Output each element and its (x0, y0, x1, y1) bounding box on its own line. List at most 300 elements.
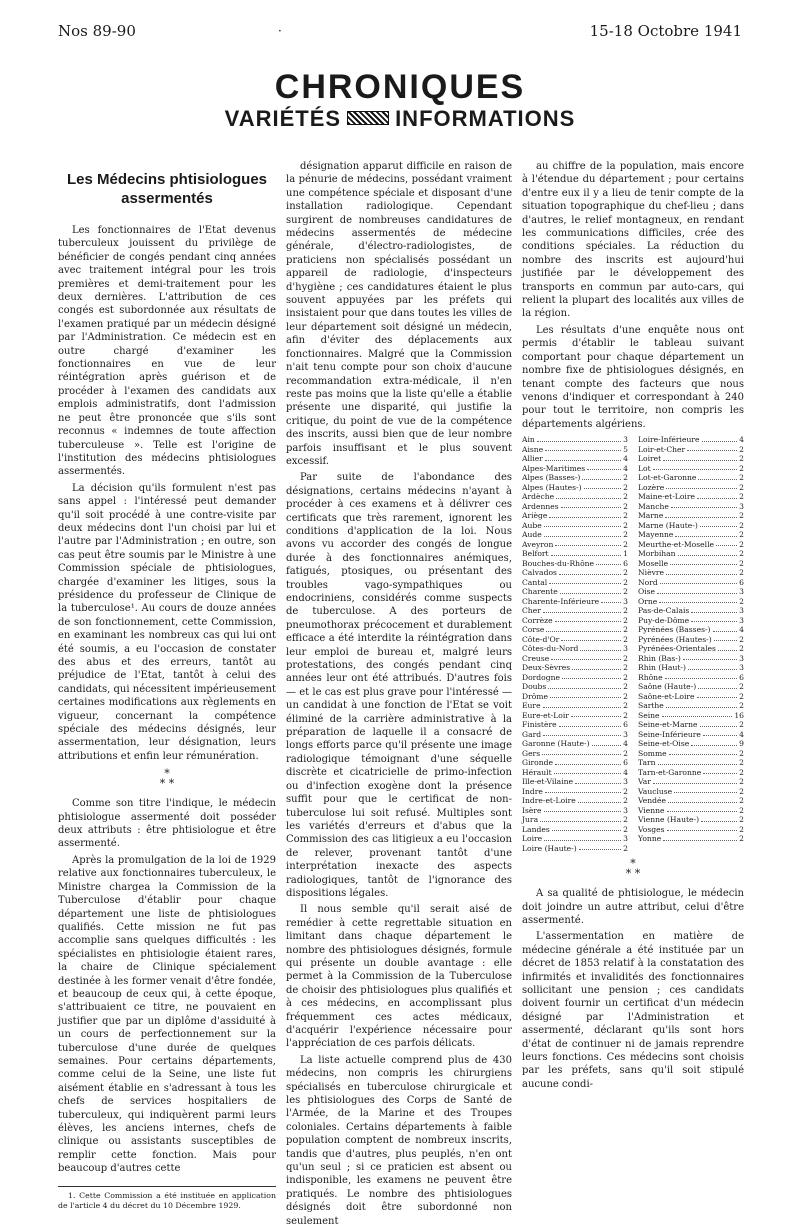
department-count: 3 (739, 606, 744, 616)
ornament-icon (347, 111, 389, 125)
leader-dots (702, 435, 738, 442)
department-row (522, 777, 628, 787)
paragraph: L'assermentation en matière de médecine générale a été instituée par un décret de 1853 relatif à la constatation des infirmités et invalidités des fonctionnaires sollicitant une pension ; ces candidats doivent fournir un certificat d'un médecin désigné par l'Administration et assermenté, déclarant qu'ils sont hors d'état de continuer ni de jamais reprendre leurs fonctions. Ces médecins sont choisis par les préfets, sans qu'il soit stipulé aucune condi- (522, 931, 744, 1090)
issue-date: 15-18 Octobre 1941 (589, 22, 742, 40)
department-name: Lot (638, 463, 651, 473)
department-row (522, 540, 628, 550)
department-row (638, 777, 744, 787)
department-count: 3 (739, 587, 744, 597)
leader-dots (660, 578, 737, 585)
leader-dots (546, 625, 621, 632)
department-count: 2 (739, 549, 744, 559)
department-name: Loir-et-Cher (638, 444, 686, 454)
department-name: Belfort (522, 549, 549, 559)
department-name: Tarn (638, 758, 656, 768)
leader-dots (663, 834, 737, 841)
department-name: Deux-Sèvres (522, 663, 571, 673)
department-count: 4 (739, 435, 744, 445)
department-name: Eure-et-Loir (522, 710, 569, 720)
department-row (522, 435, 628, 445)
department-row (638, 673, 744, 683)
department-count: 2 (739, 454, 744, 464)
department-count: 9 (739, 739, 744, 749)
department-count: 2 (739, 511, 744, 521)
department-name: Gard (522, 729, 542, 739)
department-row (638, 825, 744, 835)
department-row (522, 568, 628, 578)
department-name: Corse (522, 625, 545, 635)
department-row (522, 720, 628, 730)
department-list-right (638, 435, 744, 853)
department-row (522, 502, 628, 512)
department-count: 2 (623, 615, 628, 625)
leader-dots (543, 606, 621, 613)
department-name: Tarn-et-Garonne (638, 767, 702, 777)
leader-dots (667, 806, 738, 813)
department-name: Loiret (638, 454, 662, 464)
department-row (638, 787, 744, 797)
department-name: Aisne (522, 444, 544, 454)
leader-dots (703, 730, 737, 737)
department-count: 16 (734, 710, 744, 720)
department-count: 2 (739, 520, 744, 530)
department-name: Alpes-Maritimes (522, 463, 586, 473)
department-name: Vaucluse (638, 786, 673, 796)
department-name: Pyrénées (Basses-) (638, 625, 711, 635)
department-name: Vendée (638, 796, 667, 806)
department-row (638, 530, 744, 540)
department-name: Ariège (522, 511, 548, 521)
leader-dots (698, 682, 737, 689)
leader-dots (653, 777, 737, 784)
leader-dots (688, 663, 737, 670)
leader-dots (592, 739, 622, 746)
department-name: Vienne (Haute-) (638, 815, 700, 825)
col1-body (58, 224, 276, 763)
department-count: 2 (739, 482, 744, 492)
paragraph: La décision qu'ils formulent n'est pas sans appel : l'intéressé peut demander qu'il soit procédé à une contre-visite par deux médecins dont l'un choisi par lui et l'autre par l'Administration ; en outre, son cas peut être soumis par le Ministre à une Commission spéciale de phtisiologues, chargée d'examiner les litiges, sous la présidence du professeur de Clinique de la tuberculose¹. Au cours de douze années de son fonctionnement, cette Commission, en examinant les nombreux cas qui lui ont été soumis, a eu l'occasion de constater des abus et des erreurs, tantôt au préjudice de l'Etat, tantôt à celui des candidats, qui nécessitent impérieusement certaines modifications aux règlements en vigueur, concernant la compétence spéciale des médecins désignés, leur assermentation, leur désignation, leurs attributions et enfin leur rémunération. (58, 482, 276, 762)
department-count: 2 (623, 625, 628, 635)
department-row (638, 616, 744, 626)
department-row (638, 692, 744, 702)
leader-dots (548, 682, 621, 689)
department-count: 2 (623, 663, 628, 673)
paragraph: au chiffre de la population, mais encore à l'étendue du département ; pour certains d'entre eux il y a lieu de tenir compte de la situation topographique du chef-lieu ; dans d'autres, le relief montagneux, en rendant les communications difficiles, crée des conditions spéciales. La réduction du nombre des inscrits est aujourd'hui justifiée par le développement des transports en commun par auto-cars, qui relient la plupart des localités aux villes de la région. (522, 161, 744, 320)
department-count: 2 (623, 482, 628, 492)
leader-dots (700, 521, 737, 528)
leader-dots (687, 445, 737, 452)
department-row (638, 483, 744, 493)
footnote: 1. Cette Commission a été instituée en application de l'article 4 du décret du 10 Décembre 1929. (58, 1190, 276, 1210)
department-name: Pyrénées (Hautes-) (638, 634, 712, 644)
department-row (638, 559, 744, 569)
department-row (522, 445, 628, 455)
department-count: 4 (623, 739, 628, 749)
leader-dots (545, 454, 621, 461)
department-name: Loire-Inférieure (638, 435, 700, 445)
leader-dots (703, 768, 737, 775)
leader-dots (555, 540, 621, 547)
department-row (522, 730, 628, 740)
department-name: Lot-et-Garonne (638, 473, 697, 483)
department-count: 2 (623, 824, 628, 834)
department-name: Seine-et-Marne (638, 720, 698, 730)
department-count: 2 (739, 777, 744, 787)
department-name: Hérault (522, 767, 552, 777)
leader-dots (543, 730, 621, 737)
department-count: 2 (623, 672, 628, 682)
department-row (522, 806, 628, 816)
leader-dots (582, 473, 621, 480)
department-name: Calvados (522, 568, 557, 578)
section-stars: * * * (625, 857, 641, 881)
leader-dots (666, 568, 737, 575)
department-name: Indre-et-Loire (522, 796, 576, 806)
department-row (522, 834, 628, 844)
department-count: 3 (623, 777, 628, 787)
department-count: 5 (623, 444, 628, 454)
department-name: Bouches-du-Rhône (522, 558, 595, 568)
department-row (522, 796, 628, 806)
department-name: Finistère (522, 720, 557, 730)
department-name: Gers (522, 748, 541, 758)
department-count: 2 (623, 606, 628, 616)
department-row (638, 587, 744, 597)
department-row (522, 701, 628, 711)
department-count: 2 (739, 634, 744, 644)
department-name: Creuse (522, 653, 550, 663)
leader-dots (691, 616, 737, 623)
department-count: 2 (739, 815, 744, 825)
department-name: Alpes (Hautes-) (522, 482, 582, 492)
department-name: Corrèze (522, 615, 553, 625)
leader-dots (713, 625, 738, 632)
leader-dots (554, 768, 622, 775)
department-name: Ain (522, 435, 535, 445)
section-stars: * * * (159, 767, 175, 791)
leader-dots (665, 511, 737, 518)
department-row (638, 578, 744, 588)
leader-dots (691, 739, 737, 746)
department-count: 2 (623, 691, 628, 701)
department-count: 6 (623, 758, 628, 768)
paragraph: A sa qualité de phtisiologue, le médecin doit joindre un autre attribut, celui d'être assermenté. (522, 888, 744, 926)
leader-dots (544, 530, 621, 537)
department-count: 2 (623, 501, 628, 511)
leader-dots (697, 492, 737, 499)
department-row (638, 806, 744, 816)
article-title: Les Médecins phtisiologues assermentés (66, 171, 268, 207)
leader-dots (671, 502, 737, 509)
department-name: Seine-Inférieure (638, 729, 701, 739)
department-count: 2 (739, 834, 744, 844)
department-row (522, 597, 628, 607)
leader-dots (544, 834, 621, 841)
department-count: 2 (623, 710, 628, 720)
column-3 (522, 160, 744, 1094)
department-row (638, 711, 744, 721)
department-row (638, 663, 744, 673)
department-row (638, 739, 744, 749)
leader-dots (701, 815, 737, 822)
department-row (522, 692, 628, 702)
department-count: 3 (623, 596, 628, 606)
department-name: Somme (638, 748, 667, 758)
leader-dots (718, 644, 737, 651)
department-name: Dordogne (522, 672, 560, 682)
department-row (638, 635, 744, 645)
department-name: Sarthe (638, 701, 664, 711)
department-list-left (522, 435, 628, 853)
leader-dots (572, 663, 621, 670)
department-count: 6 (623, 720, 628, 730)
department-name: Vosges (638, 824, 665, 834)
department-row (522, 673, 628, 683)
department-row (638, 682, 744, 692)
department-name: Nord (638, 577, 658, 587)
leader-dots (716, 540, 737, 547)
department-count: 6 (739, 672, 744, 682)
department-row (638, 815, 744, 825)
department-row (638, 749, 744, 759)
paragraph: Après la promulgation de la loi de 1929 relative aux fonctionnaires tuberculeux, le Ministre chargea la Commission de la Tuberculose d'établir pour chaque département une liste de phtisiologues qualifiés. Cette mission ne fut pas accomplie sans quelques difficultés : les spécialistes en phtisiologie étaient rares, la chaire de Clinique spécialement destinée à les former venait d'être fondée, et beaucoup de ceux qui, à cette époque, s'attribuaient ce titre, ne pouvaient en justifier que par un diplôme d'assiduité à un cours de perfectionnement sur la tuberculose d'une durée de quelques semaines. Pour certains départements, comme celui de la Seine, une liste fut aisément établie en s'adressant à tous les chefs de services hospitaliers de tuberculeux, qui indiquèrent parmi leurs élèves, les anciens internes, chefs de clinique ou assistants susceptibles de remplir cette fonction. Mais pour beaucoup d'autres cette (58, 854, 276, 1175)
leader-dots (545, 787, 621, 794)
masthead-sub-right: INFORMATIONS (395, 106, 576, 131)
department-row (522, 625, 628, 635)
department-count: 2 (623, 539, 628, 549)
department-name: Cher (522, 606, 541, 616)
department-row (638, 521, 744, 531)
leader-dots (543, 701, 622, 708)
leader-dots (657, 587, 737, 594)
department-count: 2 (739, 720, 744, 730)
column-2 (286, 160, 512, 1231)
department-name: Yonne (638, 834, 662, 844)
department-count: 2 (623, 634, 628, 644)
department-count: 2 (739, 748, 744, 758)
department-row (522, 768, 628, 778)
department-name: Saône (Haute-) (638, 682, 697, 692)
department-name: Rhin (Haut-) (638, 663, 686, 673)
department-name: Charente-Inférieure (522, 596, 600, 606)
leader-dots (653, 464, 737, 471)
department-row (638, 597, 744, 607)
department-count: 3 (623, 834, 628, 844)
department-count: 2 (623, 520, 628, 530)
department-row (522, 616, 628, 626)
department-name: Marne (Haute-) (638, 520, 698, 530)
department-row (638, 644, 744, 654)
department-row (638, 445, 744, 455)
column-1 (58, 160, 276, 1214)
department-count: 2 (623, 796, 628, 806)
department-row (522, 825, 628, 835)
leader-dots (675, 530, 737, 537)
leader-dots (559, 720, 622, 727)
leader-dots (666, 701, 737, 708)
leader-dots (544, 521, 621, 528)
department-row (638, 454, 744, 464)
department-row (522, 511, 628, 521)
department-row (522, 682, 628, 692)
department-name: Eure (522, 701, 541, 711)
department-row (522, 663, 628, 673)
department-name: Aude (522, 530, 542, 540)
department-row (522, 644, 628, 654)
department-name: Gironde (522, 758, 553, 768)
leader-dots (544, 806, 622, 813)
department-row (522, 758, 628, 768)
department-name: Cantal (522, 577, 548, 587)
leader-dots (714, 635, 737, 642)
department-count: 3 (623, 435, 628, 445)
department-name: Mayenne (638, 530, 674, 540)
department-name: Oise (638, 587, 656, 597)
department-count: 2 (623, 653, 628, 663)
masthead-sub-left: VARIÉTÉS (224, 106, 342, 131)
department-count: 3 (623, 644, 628, 654)
department-row (522, 530, 628, 540)
department-row (638, 568, 744, 578)
leader-dots (669, 749, 737, 756)
leader-dots (670, 559, 737, 566)
department-count: 3 (623, 805, 628, 815)
leader-dots (663, 454, 737, 461)
department-name: Indre (522, 786, 543, 796)
department-row (522, 492, 628, 502)
department-name: Aube (522, 520, 542, 530)
leader-dots (560, 587, 621, 594)
leader-dots (678, 549, 738, 556)
leader-dots (540, 815, 621, 822)
leader-dots (668, 796, 737, 803)
department-count: 4 (739, 729, 744, 739)
department-count: 2 (623, 587, 628, 597)
department-count: 2 (623, 492, 628, 502)
department-count: 2 (623, 530, 628, 540)
department-name: Moselle (638, 558, 669, 568)
masthead-title: CHRONIQUES (274, 68, 526, 106)
department-row (522, 454, 628, 464)
paragraph: désignation apparut difficile en raison de la pénurie de médecins, possédant vraiment une compétence spéciale et disposant d'une installation radiologique. Cependant surgirent de nombreuses candidatures de médecins assermentés de médecine générale, d'électro-radiologistes, de praticiens non spécialisés possédant un appareil de radiologie, d'inspecteurs d'hygiène ; ces candidatures étaient le plus souvent appuyées par les préfets qui insistaient pour que dans toutes les villes de leur département soit désigné un médecin, afin d'éviter des déplacements aux fonctionnaires. Malgré que la Commission n'ait tenu compte pour son choix d'aucune recommandation extra-médicale, il n'en reste pas moins que la liste qu'elle a établie présente une disparité, qui justifie la critique, du point de vue de la compétence des inscrits, aussi bien que de leur nombre parfois insuffisant et le plus souvent excessif. (286, 161, 512, 467)
leader-dots (562, 673, 621, 680)
department-row (522, 464, 628, 474)
department-count: 3 (739, 501, 744, 511)
department-row (522, 578, 628, 588)
department-count: 2 (739, 796, 744, 806)
department-name: Nièvre (638, 568, 664, 578)
header-dot: · (278, 24, 282, 38)
department-name: Orne (638, 596, 658, 606)
department-count: 2 (623, 473, 628, 483)
department-count: 3 (739, 653, 744, 663)
leader-dots (658, 758, 738, 765)
department-row (638, 796, 744, 806)
department-count: 4 (623, 767, 628, 777)
department-row (522, 483, 628, 493)
leader-dots (555, 616, 622, 623)
department-row (638, 720, 744, 730)
leader-dots (665, 673, 738, 680)
leader-dots (578, 796, 621, 803)
department-name: Loire (Haute-) (522, 843, 577, 853)
department-name: Garonne (Haute-) (522, 739, 590, 749)
department-row (522, 549, 628, 559)
paragraph: Il nous semble qu'il serait aisé de remédier à cette regrettable situation en limitant dans chaque département le nombre des phtisiologues désignés, formule qui présente un double avantage : elle permet à la Commission de la Tuberculose de choisir des phtisiologues plus qualifiés et à ces médecins, en accomplissant plus fréquemment ces actes médicaux, d'acquérir l'expérience nécessaire pour l'appréciation de ces parfois délicats. (286, 904, 512, 1050)
department-row (638, 730, 744, 740)
department-name: Jura (522, 815, 539, 825)
department-row (638, 540, 744, 550)
department-count: 2 (739, 558, 744, 568)
leader-dots (683, 654, 737, 661)
department-name: Alpes (Basses-) (522, 473, 581, 483)
department-count: 2 (739, 767, 744, 777)
department-name: Isère (522, 805, 542, 815)
department-row (638, 511, 744, 521)
department-count: 2 (623, 815, 628, 825)
leader-dots (587, 464, 621, 471)
department-count: 4 (739, 625, 744, 635)
department-name: Morbihan (638, 549, 676, 559)
department-name: Lozère (638, 482, 665, 492)
department-count: 2 (739, 444, 744, 454)
department-name: Marne (638, 511, 664, 521)
department-row (522, 606, 628, 616)
department-count: 2 (739, 691, 744, 701)
department-row (638, 549, 744, 559)
leader-dots (698, 473, 737, 480)
department-name: Côte-d'Or (522, 634, 560, 644)
department-count: 2 (623, 843, 628, 853)
leader-dots (571, 711, 621, 718)
department-row (522, 739, 628, 749)
department-row (522, 635, 628, 645)
department-name: Doubs (522, 682, 547, 692)
department-row (522, 749, 628, 759)
paragraph: La liste actuelle comprend plus de 430 médecins, non compris les chirurgiens spécialisés en tuberculose chirurgicale et les phtisiologues des Corps de Santé de l'Armée, de la Marine et des Troupes coloniales. Certains départements à faible population comptent de nombreux inscrits, tandis que d'autres, plus peuplés, n'en ont qu'un seul ; si ce praticien est absent ou indisponible, les examens ne peuvent être pratiqués. Le nombre des phtisiologues désignés doit être subordonné non seulement (286, 1054, 512, 1227)
department-count: 2 (623, 682, 628, 692)
department-row (522, 521, 628, 531)
leader-dots (552, 825, 621, 832)
department-count: 2 (739, 805, 744, 815)
department-name: Pyrénées-Orientales (638, 644, 716, 654)
department-name: Maine-et-Loire (638, 492, 695, 502)
department-count: 2 (739, 786, 744, 796)
department-name: Côtes-du-Nord (522, 644, 579, 654)
department-count: 6 (739, 577, 744, 587)
leader-dots (667, 825, 738, 832)
department-row (638, 606, 744, 616)
department-count: 2 (623, 577, 628, 587)
department-name: Rhin (Bas-) (638, 653, 681, 663)
department-count: 2 (623, 701, 628, 711)
department-row (638, 834, 744, 844)
department-name: Pas-de-Calais (638, 606, 690, 616)
footnote-rule (58, 1186, 276, 1187)
leader-dots (550, 692, 621, 699)
department-count: 6 (623, 558, 628, 568)
department-name: Charente (522, 587, 558, 597)
department-count: 3 (623, 729, 628, 739)
department-row (522, 844, 628, 854)
department-name: Rhône (638, 672, 663, 682)
leader-dots (559, 568, 621, 575)
col3-body (522, 160, 744, 431)
leader-dots (580, 644, 621, 651)
department-count: 1 (623, 549, 628, 559)
department-name: Aveyron (522, 539, 554, 549)
department-count: 2 (739, 824, 744, 834)
